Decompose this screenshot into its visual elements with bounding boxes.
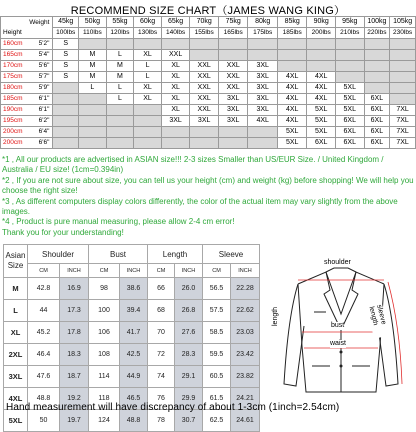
size-cell [79,94,107,105]
size-cell [390,50,416,61]
size-chart-row [1,50,416,61]
size-cell: 6XL [364,138,390,149]
measure-value: 24.21 [231,388,260,410]
size-cell [277,39,307,50]
height-cm: 170cm [3,62,23,70]
size-cell [190,127,219,138]
size-chart-row [1,138,416,149]
size-cell: XXL [190,72,219,83]
height-cm: 200cm [3,128,23,136]
size-label: L [4,300,28,322]
measure-group-header: Sleeve [203,245,260,264]
size-chart-row [1,116,416,127]
size-cell: 3XL [248,61,278,72]
size-cell: XXL [218,61,248,72]
weight-lbs-header: 220lbs [364,28,390,39]
height-cell [1,105,53,116]
measure-value: 45.2 [28,322,60,344]
measure-value: 19.2 [60,388,89,410]
size-cell [307,61,336,72]
size-cell: XXL [161,50,190,61]
weight-kg-header: 75kg [218,17,248,28]
measure-value: 47.6 [28,366,60,388]
size-cell [390,83,416,94]
measure-value: 26.8 [175,300,203,322]
measure-value: 70 [148,322,175,344]
measure-value: 118 [89,388,120,410]
weight-lbs-header: 200lbs [307,28,336,39]
size-cell [79,105,107,116]
measure-value: 26.0 [175,278,203,300]
size-cell: XXL [190,105,219,116]
weight-lbs-header: 110lbs [79,28,107,39]
note-line: *2 , If you are not sure about size, you can tell us your height (cm) and weight (kg) before shopping! We will help you choose the right size! [2,175,414,196]
weight-kg-header: 50kg [79,17,107,28]
size-cell [390,61,416,72]
measure-value: 106 [89,322,120,344]
height-cm: 160cm [3,40,23,48]
weight-lbs-header: 120lbs [106,28,134,39]
weight-lbs-header: 185lbs [277,28,307,39]
size-cell: S [53,61,79,72]
size-cell: 5XL [277,127,307,138]
size-cell: 3XL [218,116,248,127]
size-cell: XXL [218,72,248,83]
weight-kg-header: 90kg [307,17,336,28]
size-cell: 4XL [307,83,336,94]
size-cell [53,83,79,94]
measure-value: 16.9 [60,278,89,300]
size-cell: 4XL [307,94,336,105]
size-cell [277,61,307,72]
size-cell: 3XL [248,94,278,105]
measure-group-header: Shoulder [28,245,89,264]
size-cell: 4XL [277,105,307,116]
size-cell [53,116,79,127]
size-label: M [4,278,28,300]
size-cell: XXL [218,83,248,94]
size-cell: 6XL [364,105,390,116]
measure-value: 74 [148,366,175,388]
size-cell: 5XL [277,138,307,149]
unit-header: INCH [175,264,203,278]
measure-value: 29.1 [175,366,203,388]
size-cell: 5XL [307,116,336,127]
size-cell [53,127,79,138]
size-cell [190,39,219,50]
measure-value: 48.8 [28,388,60,410]
size-cell [161,39,190,50]
size-cell [53,94,79,105]
size-cell [53,138,79,149]
unit-header: INCH [231,264,260,278]
height-cm: 165cm [3,51,23,59]
measure-value: 17.8 [60,322,89,344]
size-cell: 7XL [390,127,416,138]
size-cell [248,138,278,149]
height-cell [1,116,53,127]
size-cell: XXL [190,61,219,72]
measure-value: 42.8 [28,278,60,300]
size-cell: 4XL [277,72,307,83]
size-cell [364,83,390,94]
size-cell [161,138,190,149]
height-label: Height [3,29,22,36]
weight-lbs-header: 210lbs [335,28,364,39]
measure-value: 46.4 [28,344,60,366]
size-cell: 3XL [248,72,278,83]
size-cell: XXL [190,83,219,94]
size-cell: 6XL [307,138,336,149]
weight-kg-header: 95kg [335,17,364,28]
size-label: 5XL [4,410,28,432]
unit-header: CM [148,264,175,278]
height-cm: 175cm [3,73,23,81]
size-cell: S [53,72,79,83]
size-cell: M [79,72,107,83]
height-inch: 5'9" [38,84,50,92]
notes-section [2,155,414,238]
size-cell: 4XL [277,94,307,105]
size-cell: M [106,61,134,72]
measure-value: 46.5 [120,388,148,410]
measure-value: 72 [148,344,175,366]
size-cell [335,72,364,83]
measure-value: 22.28 [231,278,260,300]
size-cell [248,39,278,50]
size-cell: L [134,61,162,72]
height-cm: 190cm [3,106,23,114]
size-cell [79,127,107,138]
size-cell: 4XL [277,83,307,94]
size-cell: 5XL [307,127,336,138]
size-cell [218,39,248,50]
size-cell: 6XL [364,127,390,138]
size-cell [190,138,219,149]
size-cell [161,127,190,138]
size-cell: 7XL [390,105,416,116]
size-cell: XL [161,72,190,83]
unit-header: INCH [60,264,89,278]
size-cell [79,116,107,127]
size-cell [364,72,390,83]
weight-kg-header: 60kg [134,17,162,28]
size-cell: 3XL [248,105,278,116]
measure-value: 124 [89,410,120,432]
size-cell [364,50,390,61]
recommend-size-chart [0,16,416,149]
unit-header: CM [28,264,60,278]
height-inch: 6'1" [38,106,50,114]
height-cell [1,83,53,94]
shoulder-label: shoulder [324,259,351,266]
measure-value: 50 [28,410,60,432]
size-chart-row [1,61,416,72]
measure-value: 62.5 [203,410,231,432]
height-cell [1,127,53,138]
size-cell: XL [161,83,190,94]
measure-group-header: Bust [89,245,148,264]
weight-kg-header: 105kg [390,17,416,28]
size-cell: XL [161,105,190,116]
weight-lbs-header: 140lbs [161,28,190,39]
size-cell: 6XL [364,94,390,105]
measure-row [4,278,260,300]
size-cell: 6XL [335,127,364,138]
size-chart-row [1,39,416,50]
size-label: 3XL [4,366,28,388]
measure-value: 19.7 [60,410,89,432]
height-inch: 6'1" [38,95,50,103]
size-cell: 6XL [335,116,364,127]
note-line: *1 , All our products are advertised in ASIAN size!!! 2-3 sizes Smaller than US/EUR Size. / United Kingdom / Australia / EU size! (1cm=0.394in) [2,155,384,175]
height-inch: 5'7" [38,73,50,81]
measure-row [4,366,260,388]
weight-lbs-header: 175lbs [248,28,278,39]
size-cell: 3XL [218,105,248,116]
size-cell [106,39,134,50]
weight-kg-header: 100kg [364,17,390,28]
measure-value: 18.7 [60,366,89,388]
size-cell: L [106,50,134,61]
measure-value: 108 [89,344,120,366]
weight-lbs-header: 230lbs [390,28,416,39]
note-line: *3 , As different computers display colors differently, the color of the actual item may vary slightly from the above images. [2,196,398,217]
height-cell [1,61,53,72]
size-cell [218,138,248,149]
size-cell [218,50,248,61]
measure-value: 60.5 [203,366,231,388]
size-cell [106,105,134,116]
size-cell [134,127,162,138]
measure-value: 29.9 [175,388,203,410]
measure-value: 59.5 [203,344,231,366]
size-cell: 6XL [335,138,364,149]
height-inch: 5'4" [38,51,50,59]
size-cell [390,72,416,83]
sleeve-length-label: sleeve length [366,304,389,339]
size-cell [364,61,390,72]
measure-value: 66 [148,278,175,300]
size-cell [390,94,416,105]
jacket-diagram [268,256,414,402]
size-cell [364,39,390,50]
size-cell: L [106,83,134,94]
measure-value: 61.5 [203,388,231,410]
measure-value: 48.8 [120,410,148,432]
measure-row [4,300,260,322]
measure-value: 44.9 [120,366,148,388]
height-inch: 6'4" [38,128,50,136]
unit-header: CM [89,264,120,278]
size-cell: 4XL [307,72,336,83]
height-cm: 195cm [3,117,23,125]
measure-value: 17.3 [60,300,89,322]
size-cell [79,39,107,50]
weight-kg-header: 70kg [190,17,219,28]
weight-lbs-header: 165lbs [218,28,248,39]
measure-row [4,322,260,344]
measure-value: 22.62 [231,300,260,322]
measure-value: 27.6 [175,322,203,344]
measure-value: 100 [89,300,120,322]
size-cell: XL [134,94,162,105]
bust-label: bust [331,322,345,329]
size-cell: L [134,72,162,83]
height-cm: 200cm [3,139,23,147]
size-cell [134,138,162,149]
measure-value: 18.3 [60,344,89,366]
measure-value: 42.5 [120,344,148,366]
unit-header: CM [203,264,231,278]
size-cell: M [79,50,107,61]
size-cell: XL [134,50,162,61]
size-chart-row [1,83,416,94]
height-cm: 185cm [3,95,23,103]
weight-kg-header: 85kg [277,17,307,28]
measure-value: 56.5 [203,278,231,300]
note-line: Thank you for your understanding! [2,227,124,237]
note-line: *4 , Product is pure manual measuring, please allow 2-4 cm error! [2,217,235,227]
measure-value: 68 [148,300,175,322]
length-label: length [272,306,279,326]
weight-kg-header: 80kg [248,17,278,28]
size-cell: 5XL [335,83,364,94]
size-cell [134,105,162,116]
size-cell [277,50,307,61]
size-cell: 4XL [277,116,307,127]
measure-value: 28.3 [175,344,203,366]
size-cell: XL [161,61,190,72]
size-cell: 3XL [190,116,219,127]
measure-value: 39.4 [120,300,148,322]
size-chart-row [1,72,416,83]
size-cell [79,138,107,149]
size-cell [248,127,278,138]
height-inch: 6'2" [38,117,50,125]
size-cell: 5XL [335,94,364,105]
size-cell: XXL [190,94,219,105]
measure-value: 44 [28,300,60,322]
size-cell: 3XL [161,116,190,127]
height-cell [1,50,53,61]
height-inch: 6'6" [38,139,50,147]
weight-kg-header: 65kg [161,17,190,28]
size-cell: 7XL [390,116,416,127]
height-cell [1,138,53,149]
measure-value: 98 [89,278,120,300]
size-cell: 5XL [335,105,364,116]
measure-value: 114 [89,366,120,388]
measure-value: 24.61 [231,410,260,432]
size-cell: M [79,61,107,72]
size-cell [134,116,162,127]
size-label: XL [4,322,28,344]
size-cell: 4XL [248,116,278,127]
height-inch: 5'2" [38,40,50,48]
measure-row [4,344,260,366]
measure-value: 23.82 [231,366,260,388]
size-cell: L [106,94,134,105]
size-cell: S [53,39,79,50]
size-cell [335,50,364,61]
measure-value: 78 [148,410,175,432]
size-cell: 6XL [364,116,390,127]
height-cell [1,72,53,83]
size-cell: S [53,50,79,61]
corner-header [1,17,53,39]
unit-header: INCH [120,264,148,278]
size-label: 2XL [4,344,28,366]
size-cell [106,116,134,127]
height-inch: 5'6" [38,62,50,70]
measure-value: 58.5 [203,322,231,344]
height-cell [1,39,53,50]
size-cell [335,61,364,72]
size-cell [335,39,364,50]
size-chart-row [1,105,416,116]
measure-value: 38.6 [120,278,148,300]
measure-value: 23.03 [231,322,260,344]
size-cell [307,39,336,50]
size-cell [106,138,134,149]
size-cell [307,50,336,61]
waist-label: waist [330,340,346,347]
size-chart-row [1,94,416,105]
size-label: 4XL [4,388,28,410]
weight-kg-header: 55kg [106,17,134,28]
size-cell [190,50,219,61]
size-cell: XL [134,83,162,94]
weight-kg-header: 45kg [53,17,79,28]
size-cell [248,50,278,61]
weight-lbs-header: 155lbs [190,28,219,39]
size-cell [218,127,248,138]
footer-note: Hand measurement will have discrepancy of about 1-3cm (1inch=2.54cm) [6,402,340,413]
size-cell: M [106,72,134,83]
size-cell [390,39,416,50]
size-cell: XL [161,94,190,105]
measure-value: 41.7 [120,322,148,344]
size-cell: 3XL [218,94,248,105]
size-cell [106,127,134,138]
height-cm: 180cm [3,84,23,92]
size-cell: L [79,83,107,94]
measure-value: 76 [148,388,175,410]
size-cell: 5XL [307,105,336,116]
size-chart-row [1,127,416,138]
size-cell [134,39,162,50]
measure-value: 57.5 [203,300,231,322]
weight-lbs-header: 130lbs [134,28,162,39]
size-cell: 3XL [248,83,278,94]
size-cell: 7XL [390,138,416,149]
weight-label: Weight [29,19,50,26]
asian-size-header: Asian Size [4,245,28,278]
weight-lbs-header: 100lbs [53,28,79,39]
measure-value: 30.7 [175,410,203,432]
size-cell [53,105,79,116]
measure-group-header: Length [148,245,203,264]
height-cell [1,94,53,105]
size-chart-title: RECOMMEND SIZE CHART（JAMES WANG KING） [70,5,346,17]
measure-value: 23.42 [231,344,260,366]
